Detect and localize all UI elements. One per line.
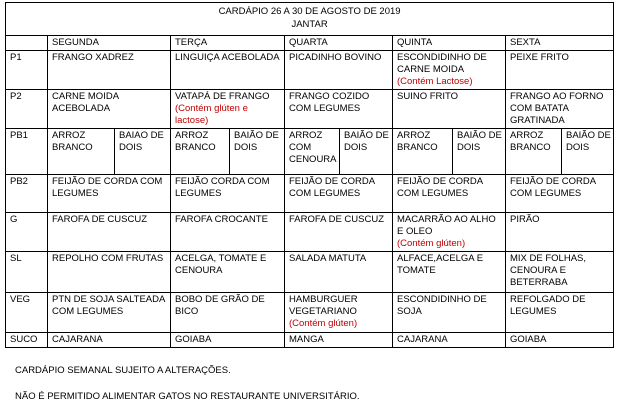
dish-name: HAMBURGUER VEGETARIANO	[289, 294, 358, 317]
menu-cell: FEIJÃO DE CORDA COM LEGUMES	[506, 175, 614, 213]
menu-cell: REFOLGADO DE LEGUMES	[506, 293, 614, 333]
allergen-note: (Contém glúten)	[397, 238, 466, 249]
menu-cell: PTN DE SOJA SALTEADA COM LEGUMES	[48, 293, 171, 333]
menu-cell	[48, 90, 171, 129]
allergen-note: (Contém Lactose)	[397, 76, 473, 87]
menu-cell: MIX DE FOLHAS, CENOURA E BETERRABA	[506, 252, 614, 293]
menu-cell	[285, 51, 393, 90]
menu-cell: BAIÃO DE DOIS	[230, 129, 285, 175]
menu-cell	[285, 293, 393, 333]
menu-cell	[393, 213, 506, 252]
dish-name: FRANGO COZIDO COM LEGUMES	[289, 91, 370, 114]
menu-cell: REPOLHO COM FRUTAS	[48, 252, 171, 293]
dish-name: MACARRÃO AO ALHO E OLEO	[397, 214, 496, 237]
day-header: QUINTA	[393, 36, 506, 51]
menu-cell: ARROZ COM CENOURA	[285, 129, 340, 175]
menu-cell: BAIAO DE DOIS	[115, 129, 171, 175]
dish-name: VATAPÁ DE FRANGO	[175, 91, 270, 102]
day-header: SEXTA	[506, 36, 614, 51]
menu-cell: FAROFA DE CUSCUZ	[285, 213, 393, 252]
menu-cell: BAIÃO DE DOIS	[340, 129, 393, 175]
dish-name: PEIXE FRITO	[510, 52, 569, 63]
menu-cell	[48, 51, 171, 90]
menu-cell	[171, 90, 285, 129]
menu-cell	[506, 51, 614, 90]
menu-cell: ESCONDIDINHO DE SOJA	[393, 293, 506, 333]
row-label: P2	[6, 90, 48, 129]
menu-cell: GOIABA	[171, 333, 285, 348]
row-label: VEG	[6, 293, 48, 333]
menu-cell: FEIJÃO DE CORDA COM LEGUMES	[393, 175, 506, 213]
menu-cell	[393, 90, 506, 129]
menu-cell	[171, 51, 285, 90]
menu-cell: MANGA	[285, 333, 393, 348]
menu-cell: BAIÃO DE DOIS	[562, 129, 614, 175]
menu-cell: ARROZ BRANCO	[171, 129, 230, 175]
meal-name: JANTAR	[291, 19, 328, 30]
allergen-note: (Contém glúten)	[289, 318, 358, 329]
menu-cell: ARROZ BRANCO	[48, 129, 115, 175]
row-label: PB1	[6, 129, 48, 175]
title-cell	[6, 3, 614, 36]
menu-cell: BAIÃO DE DOIS	[453, 129, 506, 175]
corner-cell	[6, 36, 48, 51]
menu-cell: ARROZ BRANCO	[506, 129, 562, 175]
menu-cell: SALADA MATUTA	[285, 252, 393, 293]
row-label: SL	[6, 252, 48, 293]
days-row	[6, 36, 614, 51]
menu-cell	[393, 51, 506, 90]
footer-note-cats: NÃO É PERMITIDO ALIMENTAR GATOS NO RESTAURANTE UNIVERSITÁRIO.	[15, 391, 360, 402]
menu-cell: FEIJÃO DE CORDA COM LEGUMES	[48, 175, 171, 213]
day-header: SEGUNDA	[48, 36, 171, 51]
row-label: G	[6, 213, 48, 252]
menu-cell: BOBO DE GRÃO DE BICO	[171, 293, 285, 333]
day-header: TERÇA	[171, 36, 285, 51]
menu-title: CARDÁPIO 26 A 30 DE AGOSTO DE 2019	[218, 6, 401, 17]
dish-name: FRANGO AO FORNO COM BATATA GRATINADA	[510, 91, 604, 126]
menu-cell: FEIJÃO CORDA COM LEGUMES	[171, 175, 285, 213]
menu-cell	[506, 90, 614, 129]
menu-cell: ALFACE,ACELGA E TOMATE	[393, 252, 506, 293]
table-row-suco	[6, 333, 614, 348]
menu-cell: FAROFA CROCANTE	[171, 213, 285, 252]
day-header: QUARTA	[285, 36, 393, 51]
menu-cell: CAJARANA	[393, 333, 506, 348]
menu-cell: CAJARANA	[48, 333, 171, 348]
row-label: SUCO	[6, 333, 48, 348]
dish-name: LINGUIÇA ACEBOLADA	[175, 52, 280, 63]
menu-cell: FEIJÃO DE CORDA COM LEGUMES	[285, 175, 393, 213]
table-row-p2	[6, 90, 614, 129]
row-label: PB2	[6, 175, 48, 213]
table-row-pb2	[6, 175, 614, 213]
menu-cell: PIRÃO	[506, 213, 614, 252]
dish-name: ESCONDIDINHO DE CARNE MOIDA	[397, 52, 487, 75]
allergen-note: (Contém glúten e lactose)	[175, 103, 248, 126]
table-row-p1	[6, 51, 614, 90]
menu-cell: ACELGA, TOMATE E CENOURA	[171, 252, 285, 293]
table-row-pb1	[6, 129, 614, 175]
dish-name: FRANGO XADREZ	[52, 52, 134, 63]
table-row-sl	[6, 252, 614, 293]
table-row-g	[6, 213, 614, 252]
menu-cell: FAROFA DE CUSCUZ	[48, 213, 171, 252]
menu-table	[5, 2, 614, 348]
menu-cell	[285, 90, 393, 129]
row-label: P1	[6, 51, 48, 90]
menu-cell: GOIABA	[506, 333, 614, 348]
table-row-veg	[6, 293, 614, 333]
dish-name: PICADINHO BOVINO	[289, 52, 382, 63]
dish-name: SUINO FRITO	[397, 91, 459, 102]
dish-name: CARNE MOIDA ACEBOLADA	[52, 91, 119, 114]
menu-cell: ARROZ BRANCO	[393, 129, 453, 175]
footer-note-changes: CARDÁPIO SEMANAL SUJEITO A ALTERAÇÕES.	[15, 365, 231, 376]
